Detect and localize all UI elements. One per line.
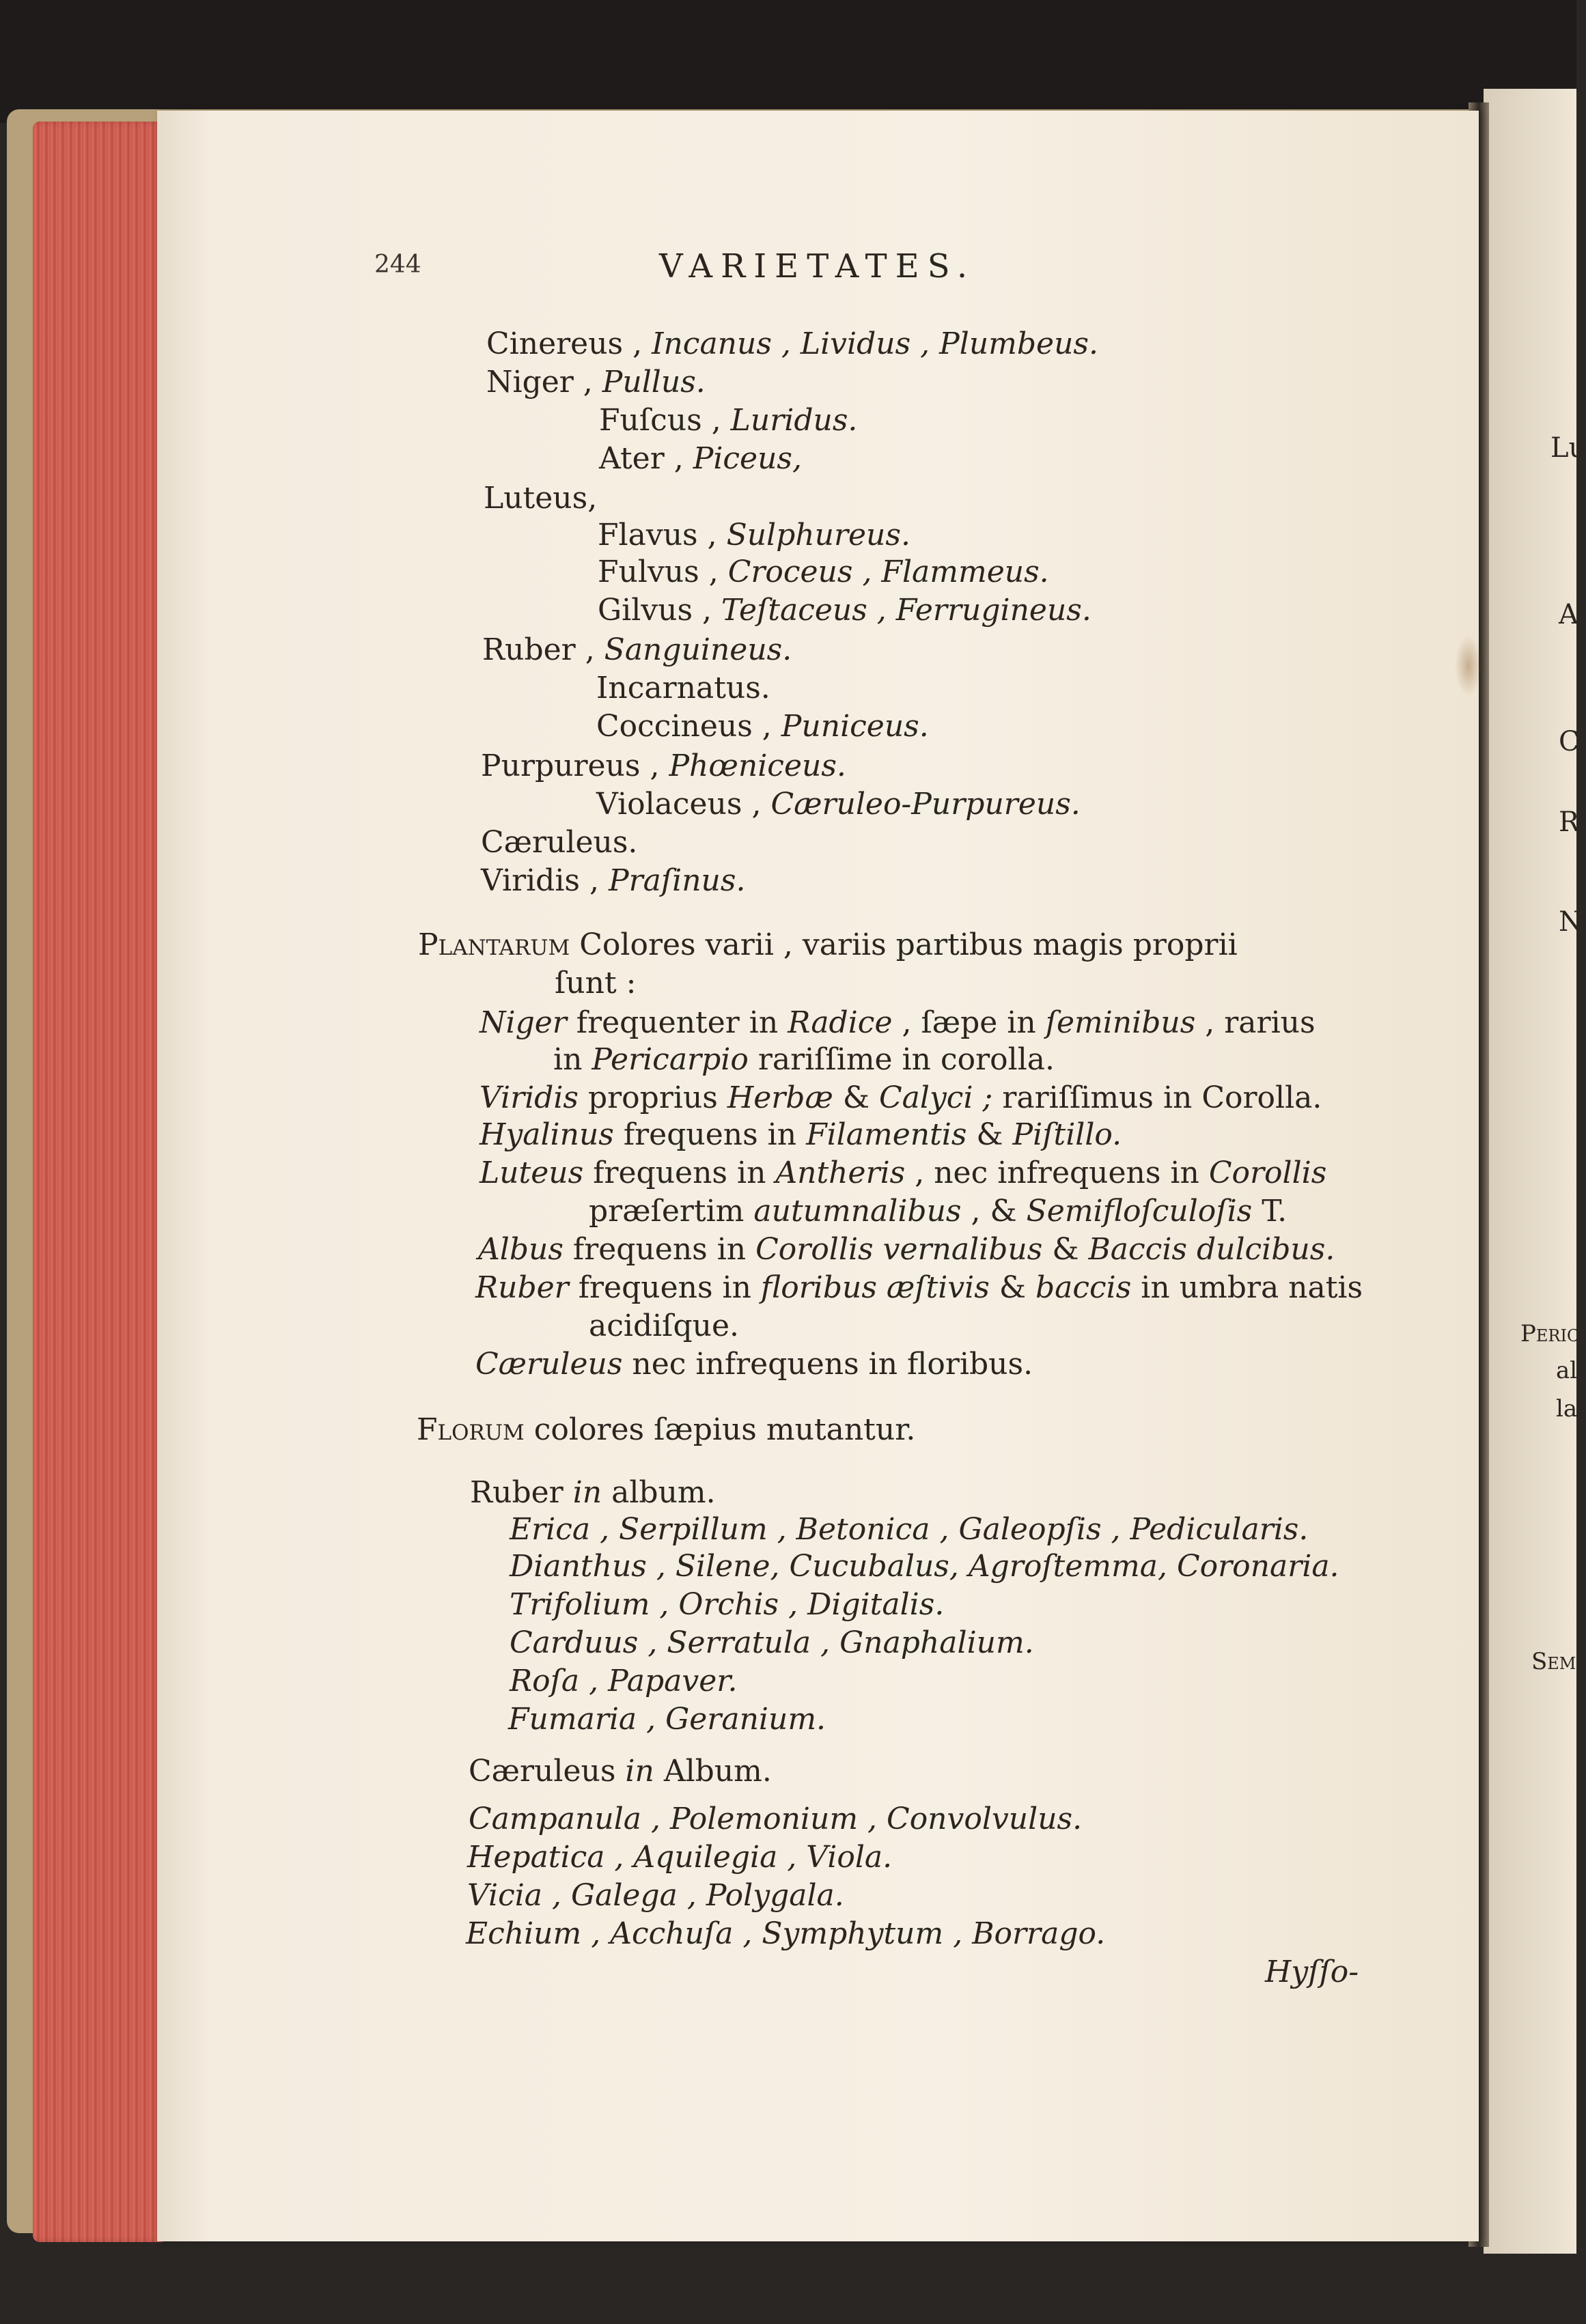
genus-line: Dianthus , Silene, Cucubalus, Agroſtemma, Coronaria. [510, 1549, 1339, 1584]
list-item: Ruber , Sanguineus. [482, 632, 792, 667]
text-line: Albus frequens in Corollis vernalibus & Baccis dulcibus. [478, 1232, 1335, 1267]
facing-fragment: Peric [1520, 1320, 1580, 1347]
text-line: Hyalinus frequens in Filamentis & Piſtillo. [479, 1117, 1122, 1152]
list-item: Viridis , Praſinus. [481, 863, 746, 898]
red-page-edges [33, 122, 163, 2242]
text-line: Luteus frequens in Antheris , nec infrequens in Corollis [479, 1156, 1327, 1190]
dark-background [0, 0, 1576, 123]
facing-page [1484, 89, 1576, 2254]
facing-fragment: al [1556, 1357, 1578, 1384]
genus-line: Vicia , Galega , Polygala. [467, 1878, 844, 1913]
text-line: Niger frequenter in Radice , ſæpe in ſeminibus , rarius [479, 1005, 1316, 1040]
facing-fragment: C [1559, 726, 1580, 757]
list-item: Coccineus , Puniceus. [596, 709, 929, 744]
list-item: Fulvus , Croceus , Flammeus. [598, 555, 1049, 589]
list-item: Violaceus , Cæruleo-Purpureus. [596, 787, 1081, 822]
facing-fragment: A [1559, 599, 1578, 630]
list-item: Incarnatus. [596, 671, 770, 705]
list-item: Gilvus , Teſtaceus , Ferrugineus. [598, 593, 1091, 628]
list-item: Luteus, [484, 481, 598, 516]
list-item: Ater , Piceus, [599, 441, 802, 476]
genus-line: Campanula , Polemonium , Convolvulus. [469, 1802, 1083, 1836]
subheading: Cæruleus in Album. [469, 1754, 772, 1789]
genus-line: Trifolium , Orchis , Digitalis. [510, 1587, 945, 1622]
list-item: Purpureus , Phœniceus. [481, 748, 846, 783]
list-item: Flavus , Sulphureus. [598, 518, 910, 552]
list-item: Fuſcus , Luridus. [599, 403, 858, 438]
genus-line: Carduus , Serratula , Gnaphalium. [510, 1625, 1034, 1660]
facing-fragment: Lu [1550, 432, 1586, 464]
running-title: VARIETATES. [659, 247, 976, 285]
genus-line: Roſa , Papaver. [510, 1664, 738, 1698]
page-stain [1455, 635, 1482, 697]
facing-fragment: la [1556, 1395, 1578, 1423]
list-item: Niger , Pullus. [486, 365, 706, 400]
genus-line: Echium , Acchuſa , Symphytum , Borrago. [466, 1916, 1106, 1951]
text-line: præſertim autumnalibus , & Semifloſculoſis T. [589, 1194, 1288, 1229]
list-item: Cæruleus. [481, 825, 638, 860]
text-line: Ruber frequens in floribus æſtivis & baccis in umbra natis [475, 1270, 1363, 1305]
list-item: Cinereus , Incanus , Lividus , Plumbeus. [486, 326, 1098, 361]
subheading: Ruber in album. [470, 1475, 716, 1510]
page-number: 244 [374, 251, 421, 279]
facing-fragment: Sem [1531, 1648, 1576, 1675]
section-heading: Plantarum Colores varii , variis partibus magis proprii [418, 927, 1238, 962]
genus-line: Fumaria , Geranium. [508, 1702, 826, 1737]
text-line: in Pericarpio rariſſime in corolla. [553, 1042, 1055, 1077]
genus-line: Hepatica , Aquilegia , Viola. [467, 1840, 893, 1875]
catchword: Hyſſo- [1265, 1955, 1359, 1989]
text-line: Viridis proprius Herbæ & Calyci ; rariſſimus in Corolla. [479, 1080, 1322, 1115]
text-line: acidiſque. [589, 1308, 739, 1343]
text-line: Cæruleus nec infrequens in floribus. [475, 1347, 1033, 1382]
section-heading-cont: ſunt : [555, 966, 637, 1000]
section-heading: Florum colores ſæpius mutantur. [417, 1412, 916, 1447]
facing-fragment: N [1559, 906, 1583, 938]
facing-fragment: R [1559, 807, 1580, 838]
genus-line: Erica , Serpillum , Betonica , Galeopſis , Pedicularis. [510, 1512, 1309, 1547]
